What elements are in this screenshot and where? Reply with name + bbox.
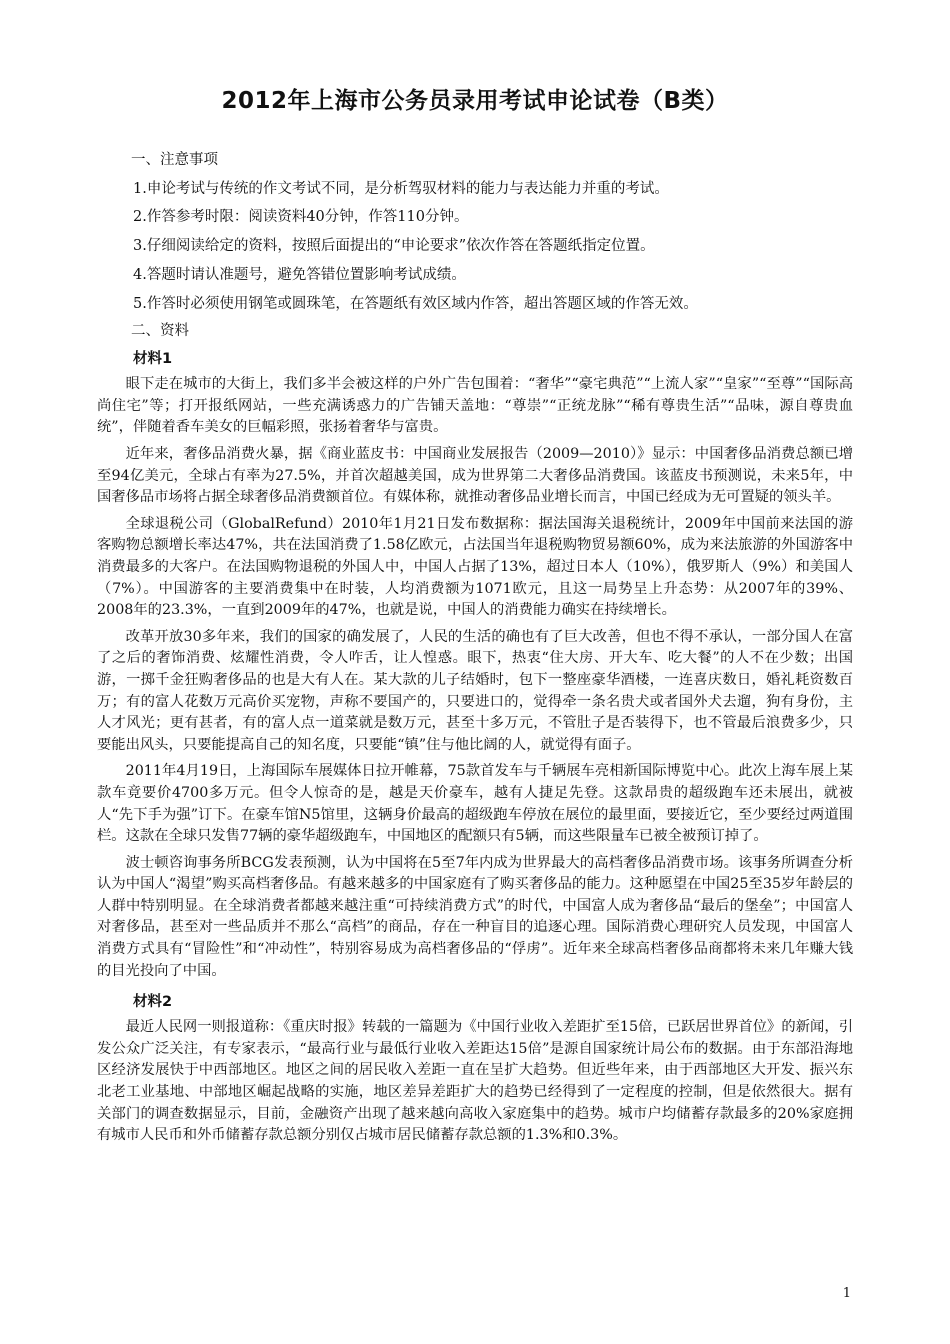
material-1-paragraph: 全球退税公司（GlobalRefund）2010年1月21日发布数据称：据法国海关退税统计，2009年中国前来法国的游客购物总额增长率达47%，共在法国消费了1.58亿欧元，占法国当年退税购物贸易额60%，成为来法旅游的外国游客中消费最多的大客户。在法国购物退税的外国人中，中国人占据了13%，超过日本人（10%），俄罗斯人（9%）和美国人（7%）。中国游客的主要消费集中在时装，人均消费额为1071欧元，且这一局势呈上升态势：从2007年的39%、2008年的23.3%，一直到2009年的47%，也就是说，中国人的消费能力确实在持续增长。: [97, 515, 853, 619]
notice-item: 3.仔细阅读给定的资料，按照后面提出的“申论要求”依次作答在答题纸指定位置。: [133, 238, 655, 255]
document-body: [97, 146, 853, 1152]
material-2-label: 材料2: [133, 994, 173, 1011]
material-1-paragraph: 眼下走在城市的大街上，我们多半会被这样的户外广告包围着：“奢华”“豪宅典范”“上流人家”“皇家”“至尊”“国际高尚住宅”等；打开报纸网站，一些充满诱惑力的广告铺天盖地：“尊崇”“正统龙脉”“稀有尊贵生活”“品味，源自尊贵血统”，伴随着香车美女的巨幅彩照，张扬着奢华与富贵。: [97, 376, 853, 436]
notice-item: 2.作答参考时限：阅读资料40分钟，作答110分钟。: [133, 209, 469, 226]
material-1-paragraph: 2011年4月19日，上海国际车展媒体日拉开帷幕，75款首发车与千辆展车亮相新国际博览中心。此次上海车展上某款车竟要价4700多万元。但令人惊奇的是，越是天价豪车，越有人捷足先登。这款昂贵的超级跑车还未展出，就被人“先下手为强”订下。在豪车馆N5馆里，这辆身价最高的超级跑车停放在展位的最里面，要接近它，至少要经过两道围栏。这款在全球只发售77辆的豪华超级跑车，中国地区的配额只有5辆，而这些限量车已被全被预订掉了。: [97, 763, 853, 845]
document-title: 2012年上海市公务员录用考试申论试卷（B类）: [221, 88, 729, 114]
material-1-paragraph: 改革开放30多年来，我们的国家的确发展了，人民的生活的确也有了巨大改善，但也不得不承认，一部分国人在富了之后的奢饰消费、炫耀性消费，令人咋舌，让人惶惑。眼下，热衷“住大房、开大车、吃大餐”的人不在少数；出国游，一掷千金狂购奢侈品的也是大有人在。某大款的儿子结婚时，包下一整座豪华酒楼，一连喜庆数日，婚礼耗资数百万；有的富人花数万元高价买宠物，声称不要国产的，只要进口的，觉得牵一条名贵犬或者国外犬去遛，狗有身份，主人才风光；更有甚者，有的富人点一道菜就是数万元，甚至十多万元，不管肚子是否装得下，也不管最后浪费多少，只要能出风头，只要能提高自己的知名度，只要能“镇”住与他比阔的人，就觉得有面子。: [97, 628, 853, 753]
notice-item: 5.作答时必须使用钢笔或圆珠笔，在答题纸有效区域内作答，超出答题区域的作答无效。: [133, 295, 698, 312]
material-1-paragraph: 波士顿咨询事务所BCG发表预测，认为中国将在5至7年内成为世界最大的高档奢侈品消费市场。该事务所调查分析认为中国人“渴望”购买高档奢侈品。有越来越多的中国家庭有了购买奢侈品的能力。这种愿望在中国25至35岁年龄层的人群中特别明显。在全球消费者都越来越注重“可持续消费方式”的时代，中国富人成为奢侈品“最后的堡垒”；中国富人对奢侈品，甚至对一些品质并不那么“高档”的商品，存在一种盲目的追逐心理。国际消费心理研究人员发现，中国富人消费方式具有“冒险性”和“冲动性”，特别容易成为高档奢侈品的“俘虏”。近年来全球高档奢侈品商都将未来几年赚大钱的目光投向了中国。: [97, 854, 853, 979]
material-1-paragraph: 近年来，奢侈品消费火暴，据《商业蓝皮书：中国商业发展报告（2009—2010）》显示：中国奢侈品消费总额已增至94亿美元，全球占有率为27.5%，并首次超越美国，成为世界第二大奢侈品消费国。该蓝皮书预测说，未来5年，中国奢侈品市场将占据全球奢侈品消费额首位。有媒体称，就推动奢侈品业增长而言，中国已经成为无可置疑的领头羊。: [97, 446, 853, 506]
materials-heading: 二、资料: [131, 323, 189, 340]
notice-item: 1.申论考试与传统的作文考试不同，是分析驾驭材料的能力与表达能力并重的考试。: [133, 180, 669, 197]
notice-heading: 一、注意事项: [131, 152, 218, 168]
material-2-paragraph: 最近人民网一则报道称：《重庆时报》转载的一篇题为《中国行业收入差距扩至15倍，已跃居世界首位》的新闻，引发公众广泛关注，有专家表示，“最高行业与最低行业收入差距达15倍”是源自国家统计局公布的数据。由于东部沿海地区经济发展快于中西部地区。地区之间的居民收入差距一直在呈扩大趋势。但近些年来，由于西部地区大开发、振兴东北老工业基地、中部地区崛起战略的实施，地区差异差距扩大的趋势已经得到了一定程度的控制，但是依然很大。据有关部门的调查数据显示，目前，金融资产出现了越来越向高收入家庭集中的趋势。城市户均储蓄存款最多的20%家庭拥有城市人民币和外币储蓄存款总额分别仅占城市居民储蓄存款总额的1.3%和0.3%。: [97, 1019, 853, 1144]
page-number: 1: [842, 1286, 851, 1301]
notice-item: 4.答题时请认准题号，避免答错位置影响考试成绩。: [133, 266, 466, 283]
material-1-label: 材料1: [133, 351, 173, 368]
